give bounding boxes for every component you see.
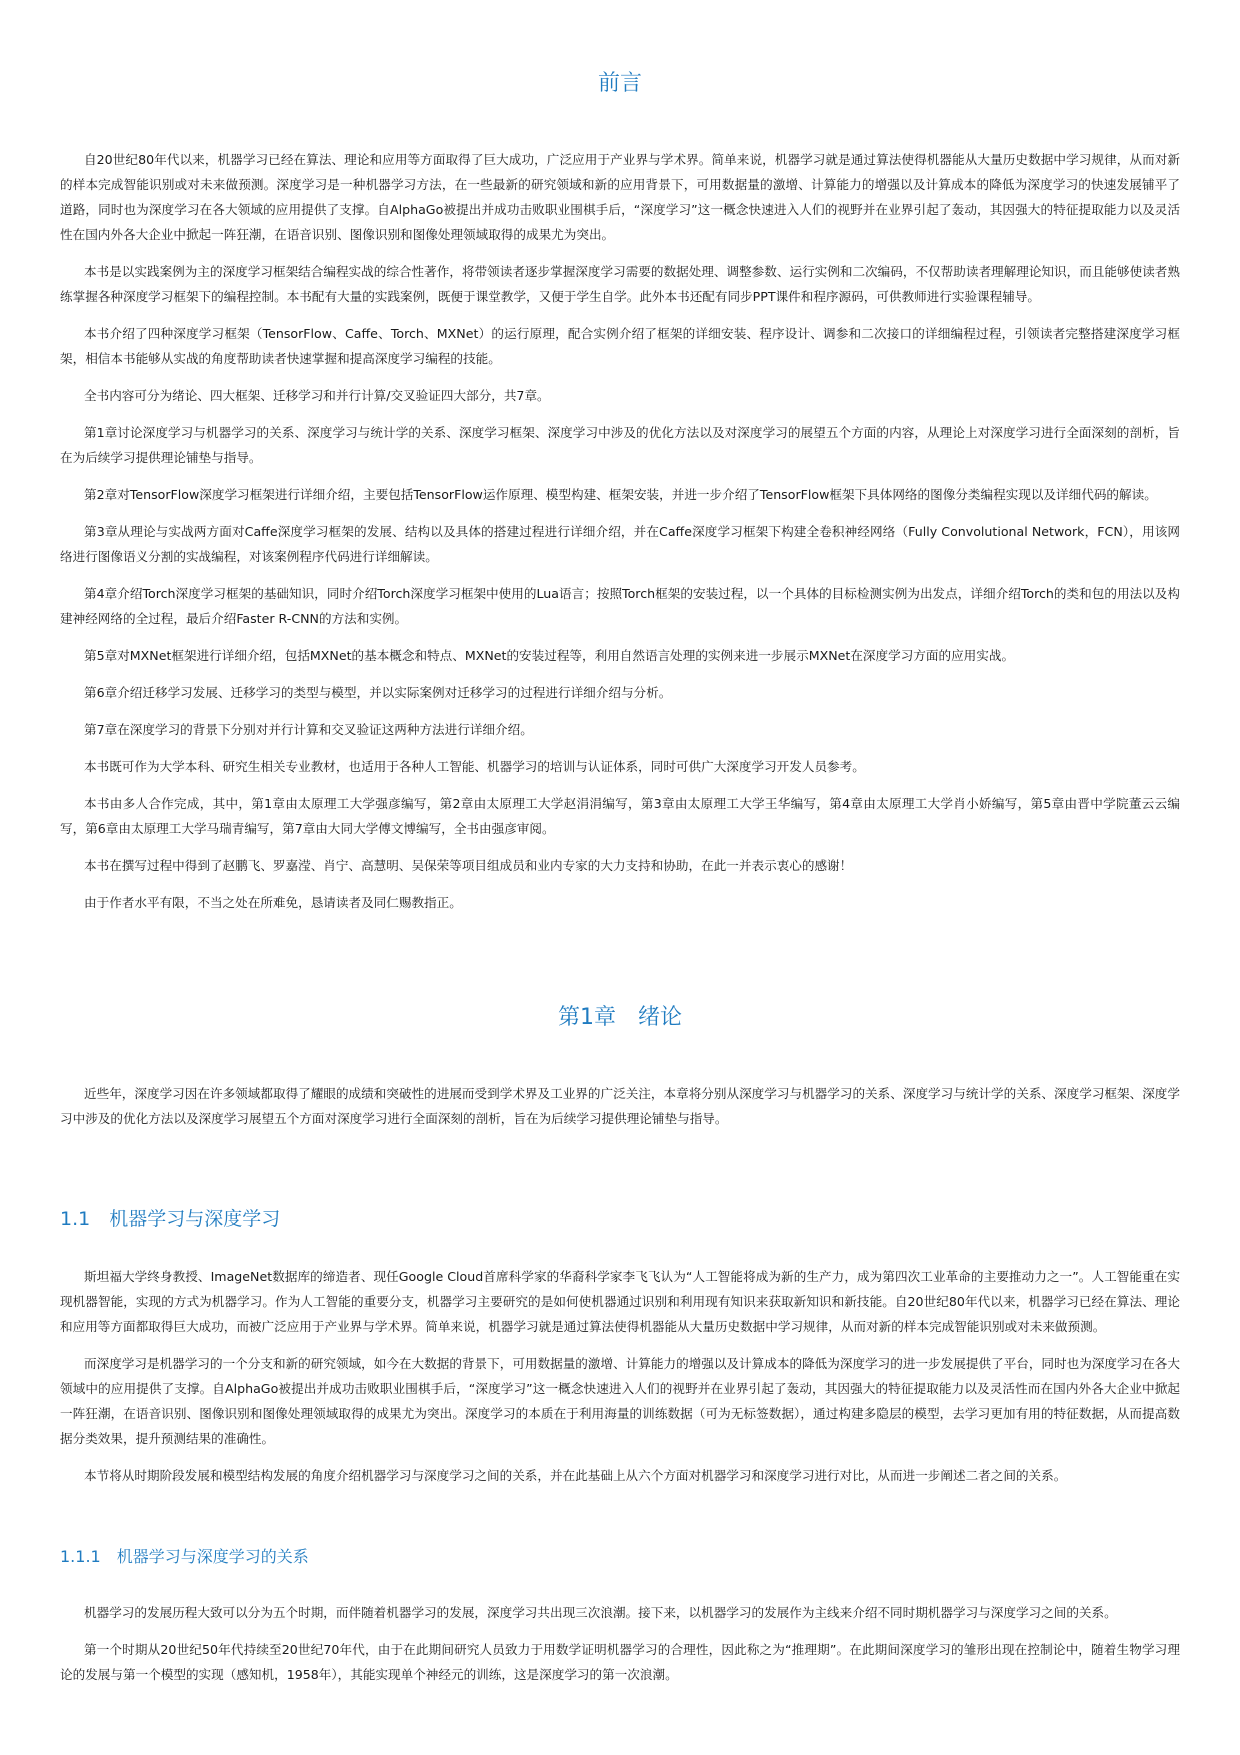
preface-paragraph: 自20世纪80年代以来，机器学习已经在算法、理论和应用等方面取得了巨大成功，广泛应用于产业界与学术界。简单来说，机器学习就是通过算法使得机器能从大量历史数据中学习规律，从而对新的样本完成智能识别或对未来做预测。深度学习是一种机器学习方法，在一些最新的研究领域和新的应用背景下，可用数据量的激增、计算能力的增强以及计算成本的降低为深度学习的快速发展铺平了道路，同时也为深度学习在各大领域的应用提供了支撑。自AlphaGo被提出并成功击败职业围棋手后，“深度学习”这一概念快速进入人们的视野并在业界引起了轰动，其因强大的特征提取能力以及灵活性在国内外各大企业中掀起一阵狂潮，在语音识别、图像识别和图像处理领域取得的成果尤为突出。 xyxy=(60,152,1180,242)
subsection-body xyxy=(60,1600,1180,1699)
preface-paragraph: 本书由多人合作完成，其中，第1章由太原理工大学强彦编写，第2章由太原理工大学赵涓涓编写，第3章由太原理工大学王华编写，第4章由太原理工大学肖小娇编写，第5章由晋中学院董云云编写，第6章由太原理工大学马瑞青编写，第7章由大同大学傅文博编写，全书由强彦审阅。 xyxy=(60,796,1181,836)
chapter-intro-paragraph: 近些年，深度学习因在许多领域都取得了耀眼的成绩和突破性的进展而受到学术界及工业界的广泛关注，本章将分别从深度学习与机器学习的关系、深度学习与统计学的关系、深度学习框架、深度学习中涉及的优化方法以及深度学习展望五个方面对深度学习进行全面深刻的剖析，旨在为后续学习提供理论铺垫与指导。 xyxy=(60,1086,1180,1126)
preface-body xyxy=(60,147,1180,927)
preface-paragraph: 第4章介绍Torch深度学习框架的基础知识，同时介绍Torch深度学习框架中使用的Lua语言；按照Torch框架的安装过程，以一个具体的目标检测实例为出发点，详细介绍Torch的类和包的用法以及构建神经网络的全过程，最后介绍Faster R-CNN的方法和实例。 xyxy=(60,586,1180,626)
preface-paragraph: 第5章对MXNet框架进行详细介绍，包括MXNet的基本概念和特点、MXNet的安装过程等，利用自然语言处理的实例来进一步展示MXNet在深度学习方面的应用实战。 xyxy=(84,648,1015,663)
preface-paragraph: 本书介绍了四种深度学习框架（TensorFlow、Caffe、Torch、MXNet）的运行原理，配合实例介绍了框架的详细安装、程序设计、调参和二次接口的详细编程过程，引领读者完整搭建深度学习框架，相信本书能够从实战的角度帮助读者快速掌握和提高深度学习编程的技能。 xyxy=(60,326,1180,366)
subsection-paragraph: 机器学习的发展历程大致可以分为五个时期，而伴随着机器学习的发展，深度学习共出现三次浪潮。接下来，以机器学习的发展作为主线来介绍不同时期机器学习与深度学习之间的关系。 xyxy=(84,1605,1117,1620)
section-body xyxy=(60,1264,1180,1500)
preface-title: 前言 xyxy=(597,71,642,96)
section-title: 1.1 机器学习与深度学习 xyxy=(60,1208,281,1230)
preface-paragraph: 第2章对TensorFlow深度学习框架进行详细介绍，主要包括TensorFlow运作原理、模型构建、框架安装，并进一步介绍了TensorFlow框架下具体网络的图像分类编程实现以及详细代码的解读。 xyxy=(84,487,1157,502)
chapter-title: 第1章 绪论 xyxy=(558,1005,682,1030)
section-paragraph: 而深度学习是机器学习的一个分支和新的研究领域，如今在大数据的背景下，可用数据量的激增、计算能力的增强以及计算成本的降低为深度学习的进一步发展提供了平台，同时也为深度学习在各大领域中的应用提供了支撑。自AlphaGo被提出并成功击败职业围棋手后，“深度学习”这一概念快速进入人们的视野并在业界引起了轰动，其因强大的特征提取能力以及灵活性而在国内外各大企业中掀起一阵狂潮，在语音识别、图像识别和图像处理领域取得的成果尤为突出。深度学习的本质在于利用海量的训练数据（可为无标签数据），通过构建多隐层的模型，去学习更加有用的特征数据，从而提高数据分类效果，提升预测结果的准确性。 xyxy=(60,1356,1180,1446)
subsection-title: 1.1.1 机器学习与深度学习的关系 xyxy=(60,1547,309,1566)
preface-paragraph: 第3章从理论与实战两方面对Caffe深度学习框架的发展、结构以及具体的搭建过程进行详细介绍，并在Caffe深度学习框架下构建全卷积神经网络（Fully Convolutional Network，FCN），用该网络进行图像语义分割的实战编程，对该案例程序代码进行详细解读。 xyxy=(60,524,1180,564)
section-paragraph: 斯坦福大学终身教授、ImageNet数据库的缔造者、现任Google Cloud首席科学家的华裔科学家李飞飞认为“人工智能将成为新的生产力，成为第四次工业革命的主要推动力之一”。人工智能重在实现机器智能，实现的方式为机器学习。作为人工智能的重要分支，机器学习主要研究的是如何使机器通过识别和利用现有知识来获取新知识和新技能。自20世纪80年代以来，机器学习已经在算法、理论和应用等方面都取得巨大成功，而被广泛应用于产业界与学术界。简单来说，机器学习就是通过算法使得机器能从大量历史数据中学习规律，从而对新的样本完成智能识别或对未来做预测。 xyxy=(60,1269,1180,1334)
section-paragraph: 本节将从时期阶段发展和模型结构发展的角度介绍机器学习与深度学习之间的关系，并在此基础上从六个方面对机器学习和深度学习进行对比，从而进一步阐述二者之间的关系。 xyxy=(84,1468,1067,1483)
preface-paragraph: 由于作者水平有限，不当之处在所难免，恳请读者及同仁赐教指正。 xyxy=(84,895,462,910)
subsection-paragraph: 第一个时期从20世纪50年代持续至20世纪70年代，由于在此期间研究人员致力于用数学证明机器学习的合理性，因此称之为“推理期”。在此期间深度学习的雏形出现在控制论中，随着生物学习理论的发展与第一个模型的实现（感知机，1958年），其能实现单个神经元的训练，这是深度学习的第一次浪潮。 xyxy=(60,1642,1180,1682)
preface-paragraph: 本书是以实践案例为主的深度学习框架结合编程实战的综合性著作，将带领读者逐步掌握深度学习需要的数据处理、调整参数、运行实例和二次编码，不仅帮助读者理解理论知识，而且能够使读者熟练掌握各种深度学习框架下的编程控制。本书配有大量的实践案例，既便于课堂教学，又便于学生自学。此外本书还配有同步PPT课件和程序源码，可供教师进行实验课程辅导。 xyxy=(60,264,1180,304)
preface-paragraph: 第1章讨论深度学习与机器学习的关系、深度学习与统计学的关系、深度学习框架、深度学习中涉及的优化方法以及对深度学习的展望五个方面的内容，从理论上对深度学习进行全面深刻的剖析，旨在为后续学习提供理论铺垫与指导。 xyxy=(60,425,1180,465)
preface-paragraph: 第7章在深度学习的背景下分别对并行计算和交叉验证这两种方法进行详细介绍。 xyxy=(84,722,533,737)
preface-paragraph: 第6章介绍迁移学习发展、迁移学习的类型与模型，并以实际案例对迁移学习的过程进行详细介绍与分析。 xyxy=(84,685,672,700)
preface-paragraph: 本书既可作为大学本科、研究生相关专业教材，也适用于各种人工智能、机器学习的培训与认证体系，同时可供广大深度学习开发人员参考。 xyxy=(84,759,865,774)
preface-paragraph: 本书在撰写过程中得到了赵鹏飞、罗嘉滢、肖宁、高慧明、吴保荣等项目组成员和业内专家的大力支持和协助，在此一并表示衷心的感谢！ xyxy=(84,858,853,873)
chapter-intro xyxy=(60,1081,1180,1143)
preface-paragraph: 全书内容可分为绪论、四大框架、迁移学习和并行计算/交叉验证四大部分，共7章。 xyxy=(84,388,550,403)
